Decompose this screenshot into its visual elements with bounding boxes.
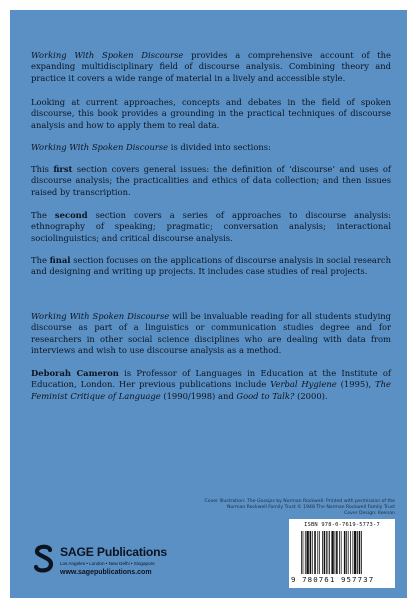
credit-line: Cover Design: Keenan <box>344 511 395 516</box>
book-title-italic: Verbal Hygiene <box>270 379 337 390</box>
barcode-bar <box>339 531 340 574</box>
sage-s-icon <box>32 544 56 574</box>
blurb-first-section <box>31 164 391 198</box>
book-title-italic: Good to Talk? <box>236 390 295 401</box>
barcode-bar <box>310 531 312 574</box>
paragraph-text: section covers general issues: the definition of ‘discourse’ and uses of discourse analysis; the practicalities and ethics of data collection; and then issues raised by transcription. <box>31 164 391 197</box>
paragraph-lead: The <box>31 210 55 220</box>
publisher-name: SAGE Publications <box>60 545 167 559</box>
barcode-bar <box>346 531 347 574</box>
paragraph-text: section covers a series of approaches to discourse analysis: ethnography of speaking; pragmatic; conversation analysis; interactional sociolinguistics; and critical discourse analysis. <box>31 210 391 243</box>
isbn-number: ISBN 978-0-7619-5773-7 <box>304 522 380 528</box>
barcode-bar <box>319 531 320 574</box>
section-label-bold: first <box>53 164 73 174</box>
barcode-bar <box>326 531 327 574</box>
artwork-title: The Gossips <box>246 499 275 504</box>
paragraph-text: (2000). <box>294 390 328 401</box>
barcode-bar <box>312 531 313 574</box>
barcode-bar <box>314 531 316 574</box>
author-bio-paragraph <box>31 368 391 402</box>
barcode-bar <box>322 531 323 574</box>
barcode-bar <box>354 531 356 574</box>
section-label-bold: second <box>54 210 88 220</box>
section-label-bold: final <box>49 255 71 265</box>
paragraph-text: provides a comprehensive account of the expanding multidisciplinary field of discourse analysis. Combining theory and practice it covers a wide range of material in a lively and accessible style. <box>31 50 391 83</box>
cover-credits <box>105 499 395 517</box>
barcode-bar <box>341 531 342 574</box>
book-title-italic: The Feminist Critique of Language <box>31 379 391 401</box>
back-cover <box>10 10 407 598</box>
barcode-bar <box>331 531 333 574</box>
barcode-bar <box>305 531 306 574</box>
ean-digits: 9 780761 957737 <box>291 575 375 584</box>
barcode-bar <box>306 531 308 574</box>
paragraph-text: Looking at current approaches, concepts and debates in the field of spoken discourse, this book provides a grounding in the practical techniques of discourse analysis and how to apply them to real data. <box>31 97 391 130</box>
paragraph-text: section focuses on the applications of discourse analysis in social research and designing and writing up projects. It includes case studies of real projects. <box>31 255 391 277</box>
paragraph-text: is Professor of Languages in Education at the Institute of Education, London. Her previous publications include <box>31 368 391 390</box>
paragraph-text: (1995), <box>336 379 376 390</box>
barcode-bars <box>301 531 389 574</box>
isbn-barcode <box>289 519 395 588</box>
barcode-bar <box>352 531 353 574</box>
credit-lead: Cover Illustration: <box>204 499 247 504</box>
barcode-bar <box>317 531 318 574</box>
blurb-intro-paragraph <box>31 50 391 84</box>
barcode-bar <box>361 531 362 574</box>
barcode-bar <box>348 531 349 574</box>
barcode-bar <box>350 531 351 574</box>
paragraph-lead: This <box>31 164 54 174</box>
book-title-italic: Working With Spoken Discourse <box>31 311 170 321</box>
publisher-url: www.sagepublications.com <box>60 569 152 576</box>
barcode-bar <box>328 531 329 574</box>
barcode-bar <box>329 531 330 574</box>
barcode-bar <box>303 531 304 574</box>
barcode-bar <box>301 531 302 574</box>
barcode-bar <box>336 531 338 574</box>
blurb-second-section <box>31 210 391 244</box>
paragraph-lead: The <box>31 255 50 265</box>
paragraph-text: will be invaluable reading for all students studying discourse as part of a linguistics or communication studies degree and for researchers in other social science disciplines who are dealing with data from interviews and wish to use discourse analysis as a method. <box>31 311 392 355</box>
blurb-approach-paragraph <box>31 97 391 131</box>
barcode-bar <box>335 531 336 574</box>
credit-line: Norman Rockwell Family Trust © 1948 The Norman Rockwell Family Trust <box>227 505 395 510</box>
barcode-bar <box>324 531 326 574</box>
barcode-bar <box>344 531 346 574</box>
barcode-bar <box>359 531 361 574</box>
paragraph-text: (1990/1998) and <box>160 390 237 401</box>
author-name: Deborah Cameron <box>31 368 119 378</box>
credit-text: by Norman Rockwell. Printed with permission of the <box>274 499 395 504</box>
publisher-cities: Los Angeles • London • New Delhi • Singapore <box>60 561 155 566</box>
book-title-italic: Working With Spoken Discourse <box>31 50 184 60</box>
barcode-bar <box>357 531 358 574</box>
blurb-audience-paragraph <box>31 311 391 356</box>
blurb-final-section <box>31 255 391 278</box>
book-title-italic: Working With Spoken Discourse <box>31 142 169 152</box>
paragraph-text: is divided into sections: <box>168 142 271 152</box>
blurb-sections-intro <box>31 142 391 153</box>
